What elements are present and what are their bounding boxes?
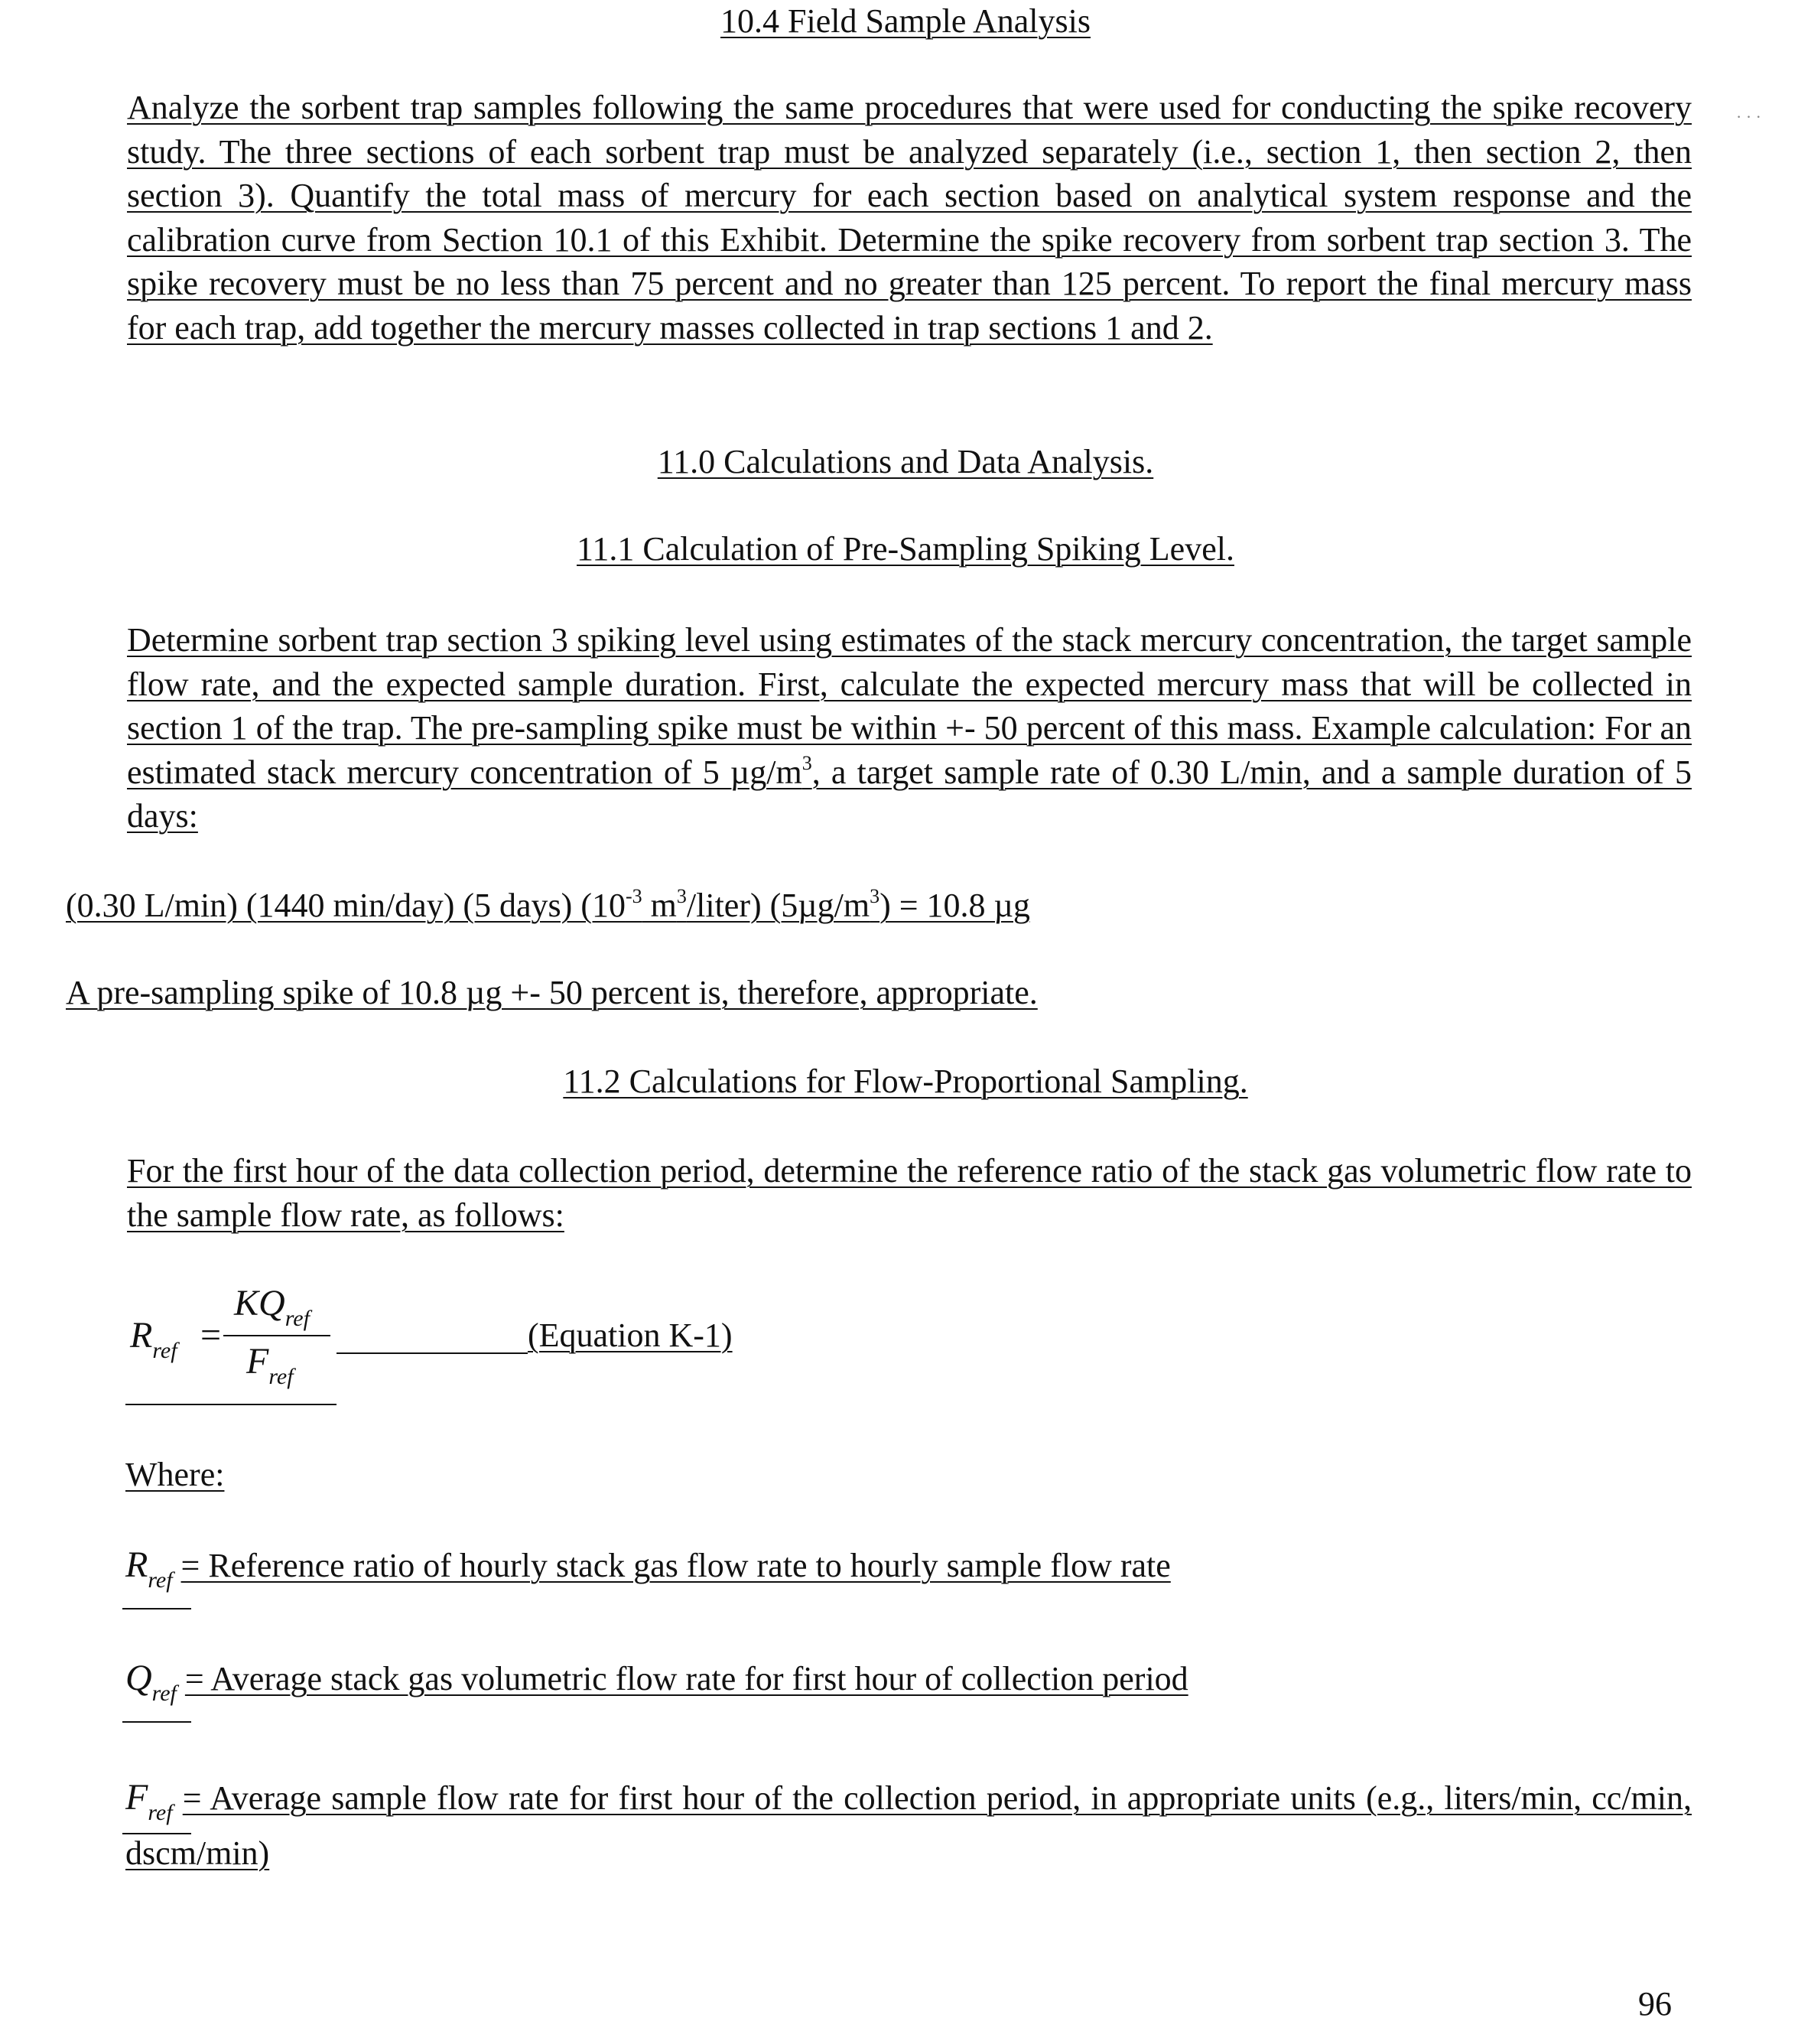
section-11-1-paragraph-main: Determine sorbent trap section 3 spiking level using estimates of the stack mercury concentration, the target sample flow rate, and the expected sample duration. First, calculate the expected mercury mass that will be collected in section 1 of the trap. The pre-sampling spike must be within +- 50 percent of this mass. Example calculation: For an estimated stack mercury concentration of 5 µg/m: [127, 621, 1692, 791]
calc-part: (0.30 L/min) (1440 min/day) (5 days) (10: [66, 887, 626, 924]
calc-exponent: 3: [870, 885, 880, 907]
calc-part: /liter) (5µg/m: [686, 887, 870, 924]
definition-q-ref: $Q_{ref}$ = Average stack gas volumetric flow rate for first hour of collection period: [125, 1658, 1188, 1706]
section-11-0-heading: 11.0 Calculations and Data Analysis.: [657, 443, 1154, 480]
definition-rule: [122, 1608, 191, 1609]
equation-label: (Equation K-1): [528, 1317, 733, 1354]
definition-f-ref: $F_{ref}$ = Average sample flow rate for first hour of the collection period, in appropriate units (e.g., liters/min, cc/min, dscm/min): [125, 1777, 1692, 1872]
section-10-4-paragraph: Analyze the sorbent trap samples following the same procedures that were used for conducting the spike recovery study. The three sections of each sorbent trap must be analyzed separately (i.e., section 1, then section 2, then section 3). Quantify the total mass of mercury for each section based on analytical system response and the calibration curve from Section 10.1 of this Exhibit. Determine the spike recovery from sorbent trap section 3. The spike recovery must be no less than 75 percent and no greater than 125 percent. To report the final mercury mass for each trap, add together the mercury masses collected in trap sections 1 and 2.: [127, 89, 1692, 347]
calc-part: m: [642, 887, 677, 924]
fraction-bar: [223, 1335, 330, 1336]
definition-r-ref: $R_{ref}$ = Reference ratio of hourly stack gas flow rate to hourly sample flow rate: [125, 1544, 1171, 1593]
equation-denominator: $F_{ref}$: [246, 1341, 294, 1389]
section-11-2-paragraph: For the first hour of the data collection period, determine the reference ratio of the stack gas volumetric flow rate to the sample flow rate, as follows:: [127, 1152, 1692, 1234]
section-10-4-heading: 10.4 Field Sample Analysis: [720, 2, 1091, 40]
equation-leader-rule: [337, 1352, 528, 1354]
page-number: 96: [1638, 1985, 1672, 2023]
section-11-1-heading: 11.1 Calculation of Pre-Sampling Spiking Level.: [577, 530, 1234, 568]
calc-exponent: 3: [676, 885, 687, 907]
scan-speck: · · ·: [1736, 107, 1761, 126]
definition-rule: [122, 1721, 191, 1723]
where-label: Where:: [125, 1456, 225, 1493]
spike-conclusion: A pre-sampling spike of 10.8 µg +- 50 percent is, therefore, appropriate.: [66, 974, 1038, 1011]
section-11-2-heading: 11.2 Calculations for Flow-Proportional Sampling.: [563, 1063, 1248, 1100]
equation-equals: =: [200, 1315, 222, 1356]
definition-rule: [122, 1833, 191, 1834]
example-calculation: [66, 884, 1030, 927]
superscript: 3: [801, 751, 812, 774]
equation-lhs: $R_{ref}$: [130, 1315, 177, 1363]
calc-exponent: -3: [625, 885, 642, 907]
section-11-1-paragraph: [127, 618, 1692, 838]
equation-numerator: $KQ_{ref}$: [234, 1283, 310, 1331]
equation-bottom-rule: [125, 1404, 337, 1405]
calc-part: ) = 10.8 µg: [879, 887, 1030, 924]
section-11-1-paragraph-tail: , a target sample rate of 0.30 L/min, and a sample duration of 5 days:: [127, 753, 1692, 835]
